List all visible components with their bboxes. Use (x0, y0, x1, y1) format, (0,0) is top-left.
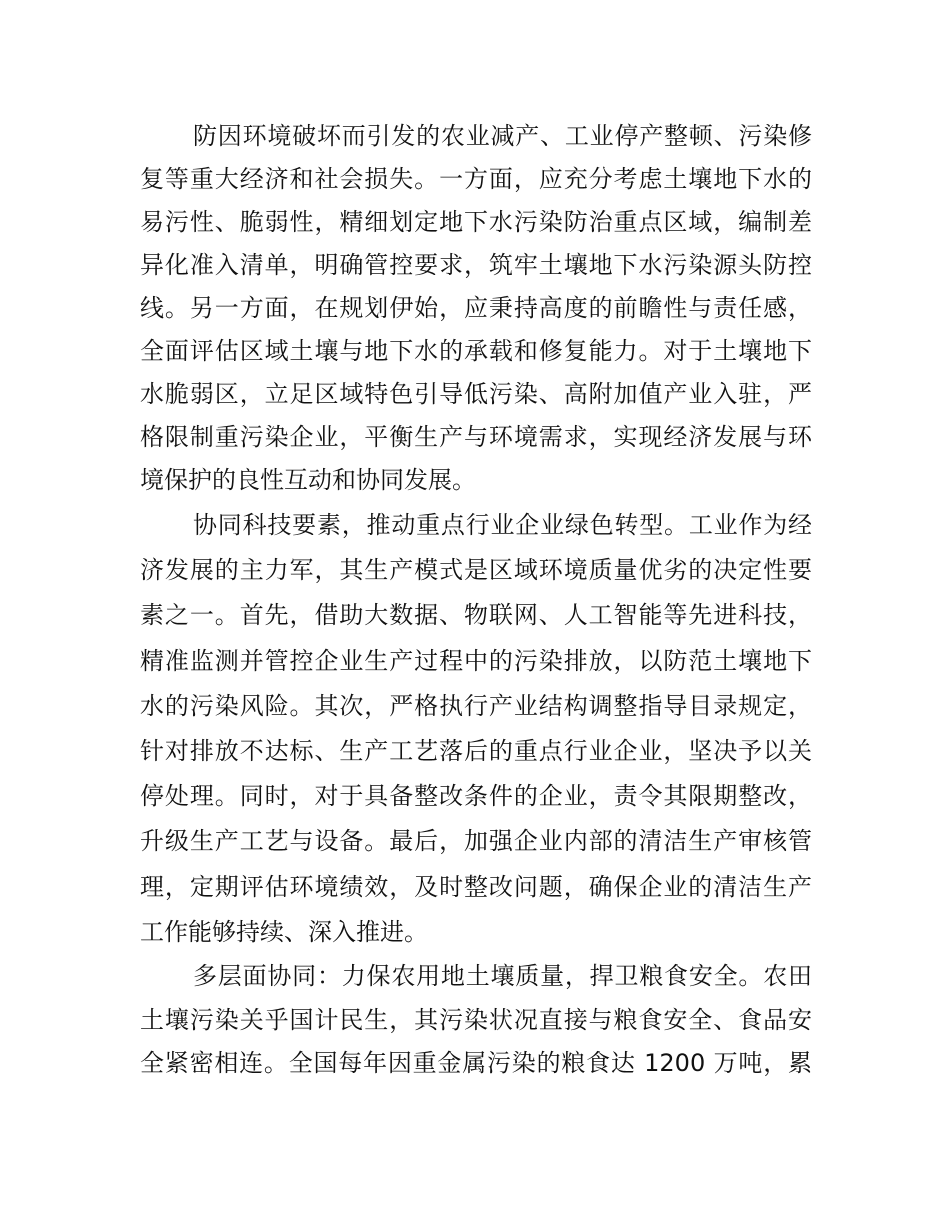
text-line: 易污性、脆弱性，精细划定地下水污染防治重点区域，编制差 (140, 208, 812, 236)
text-line: 升级生产工艺与设备。最后，加强企业内部的清洁生产审核管 (140, 827, 812, 856)
paragraph-land-planning (140, 115, 812, 502)
text-line: 境保护的良性互动和协同发展。 (140, 466, 476, 494)
text-line: 理，定期评估环境绩效，及时整改问题，确保企业的清洁生产 (140, 872, 812, 901)
text-line: 协同科技要素，推动重点行业企业绿色转型。工业作为经 (193, 511, 812, 539)
text-line: 停处理。同时，对于具备整改条件的企业，责令其限期整改， (140, 782, 812, 811)
text-line: 水脆弱区，立足区域特色引导低污染、高附加值产业入驻，严 (140, 380, 812, 408)
text-line: 水的污染风险。其次，严格执行产业结构调整指导目录规定， (140, 691, 812, 720)
paragraph-industry-transformation (140, 503, 812, 955)
text-line: 针对排放不达标、生产工艺落后的重点行业企业，坚决予以关 (140, 736, 812, 765)
text-line: 工作能够持续、深入推进。 (140, 917, 428, 946)
text-line: 全面评估区域土壤与地下水的承载和修复能力。对于土壤地下 (140, 337, 812, 365)
text-line: 防因环境破坏而引发的农业减产、工业停产整顿、污染修 (193, 122, 812, 150)
text-line: 多层面协同：力保农用地土壤质量，捍卫粮食安全。农田 (193, 962, 812, 990)
text-line: 复等重大经济和社会损失。一方面，应充分考虑土壤地下水的 (140, 165, 812, 193)
text-line: 线。另一方面，在规划伊始，应秉持高度的前瞻性与责任感， (140, 294, 812, 322)
text-line: 异化准入清单，明确管控要求，筑牢土壤地下水污染源头防控 (140, 251, 812, 279)
text-line: 全紧密相连。全国每年因重金属污染的粮食达 1200 万吨，累 (140, 1049, 812, 1077)
text-line: 济发展的主力军，其生产模式是区域环境质量优劣的决定性要 (140, 556, 812, 585)
text-line: 素之一。首先，借助大数据、物联网、人工智能等先进科技， (140, 601, 812, 630)
text-line: 土壤污染关乎国计民生，其污染状况直接与粮食安全、食品安 (140, 1005, 812, 1034)
text-line: 格限制重污染企业，平衡生产与环境需求，实现经济发展与环 (140, 423, 812, 451)
paragraph-farmland-soil (140, 955, 812, 1086)
text-line: 精准监测并管控企业生产过程中的污染排放，以防范土壤地下 (140, 646, 812, 675)
